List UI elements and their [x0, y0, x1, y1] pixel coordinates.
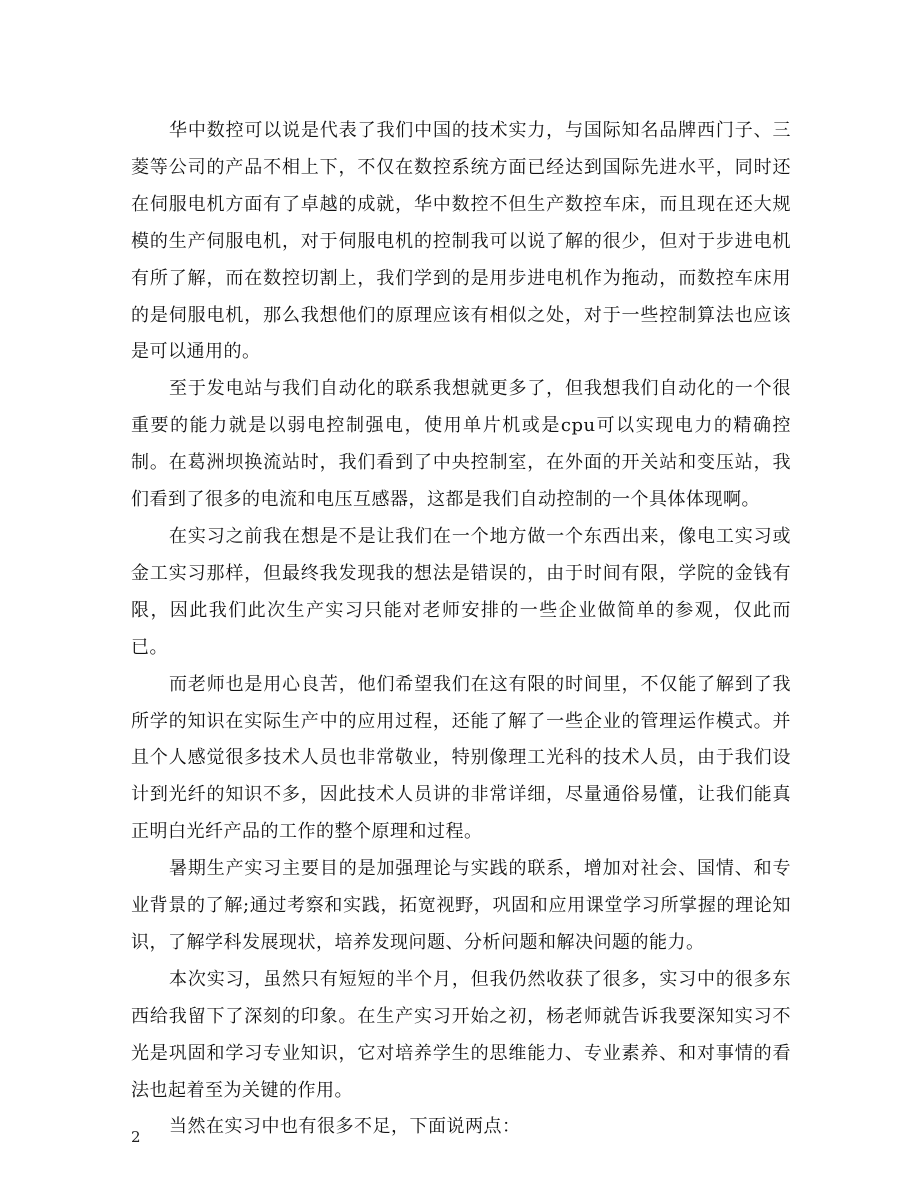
paragraph: 当然在实习中也有很多不足，下面说两点：: [169, 1116, 521, 1138]
paragraph: 至于发电站与我们自动化的联系我想就更多了，但我想我们自动化的一个很重要的能力就是以弱电控制强电，使用单片机或是cpu可以实现电力的精确控制。在葛洲坝换流站时，我们看到了中央控制室，在外面的开关站和变压站，我们看到了很多的电流和电压互感器，这都是我们自动控制的一个具体体现啊。: [131, 378, 791, 511]
paragraph: 华中数控可以说是代表了我们中国的技术实力，与国际知名品牌西门子、三菱等公司的产品不相上下，不仅在数控系统方面已经达到国际先进水平，同时还在伺服电机方面有了卓越的成就，华中数控不但生产数控车床，而且现在还大规模的生产伺服电机，对于伺服电机的控制我可以说了解的很少，但对于步进电机有所了解，而在数控切割上，我们学到的是用步进电机作为拖动，而数控车床用的是伺服电机，那么我想他们的原理应该有相似之处，对于一些控制算法也应该是可以通用的。: [131, 120, 791, 363]
document-body: [131, 113, 791, 1146]
page-number: 2: [131, 1128, 141, 1146]
paragraph: 暑期生产实习主要目的是加强理论与实践的联系，增加对社会、国情、和专业背景的了解;通过考察和实践，拓宽视野，巩固和应用课堂学习所掌握的理论知识，了解学科发展现状，培养发现问题、分析问题和解决问题的能力。: [131, 858, 791, 953]
paragraph: 而老师也是用心良苦，他们希望我们在这有限的时间里，不仅能了解到了我所学的知识在实际生产中的应用过程，还能了解了一些企业的管理运作模式。并且个人感觉很多技术人员也非常敬业，特别像理工光科的技术人员，由于我们设计到光纤的知识不多，因此技术人员讲的非常详细，尽量通俗易懂，让我们能真正明白光纤产品的工作的整个原理和过程。: [131, 673, 791, 843]
paragraph: 在实习之前我在想是不是让我们在一个地方做一个东西出来，像电工实习或金工实习那样，但最终我发现我的想法是错误的，由于时间有限，学院的金钱有限，因此我们此次生产实习只能对老师安排的一些企业做简单的参观，仅此而已。: [131, 525, 791, 658]
paragraph: 本次实习，虽然只有短短的半个月，但我仍然收获了很多，实习中的很多东西给我留下了深刻的印象。在生产实习开始之初，杨老师就告诉我要深知实习不光是巩固和学习专业知识，它对培养学生的思维能力、专业素养、和对事情的看法也起着至为关键的作用。: [131, 968, 791, 1101]
